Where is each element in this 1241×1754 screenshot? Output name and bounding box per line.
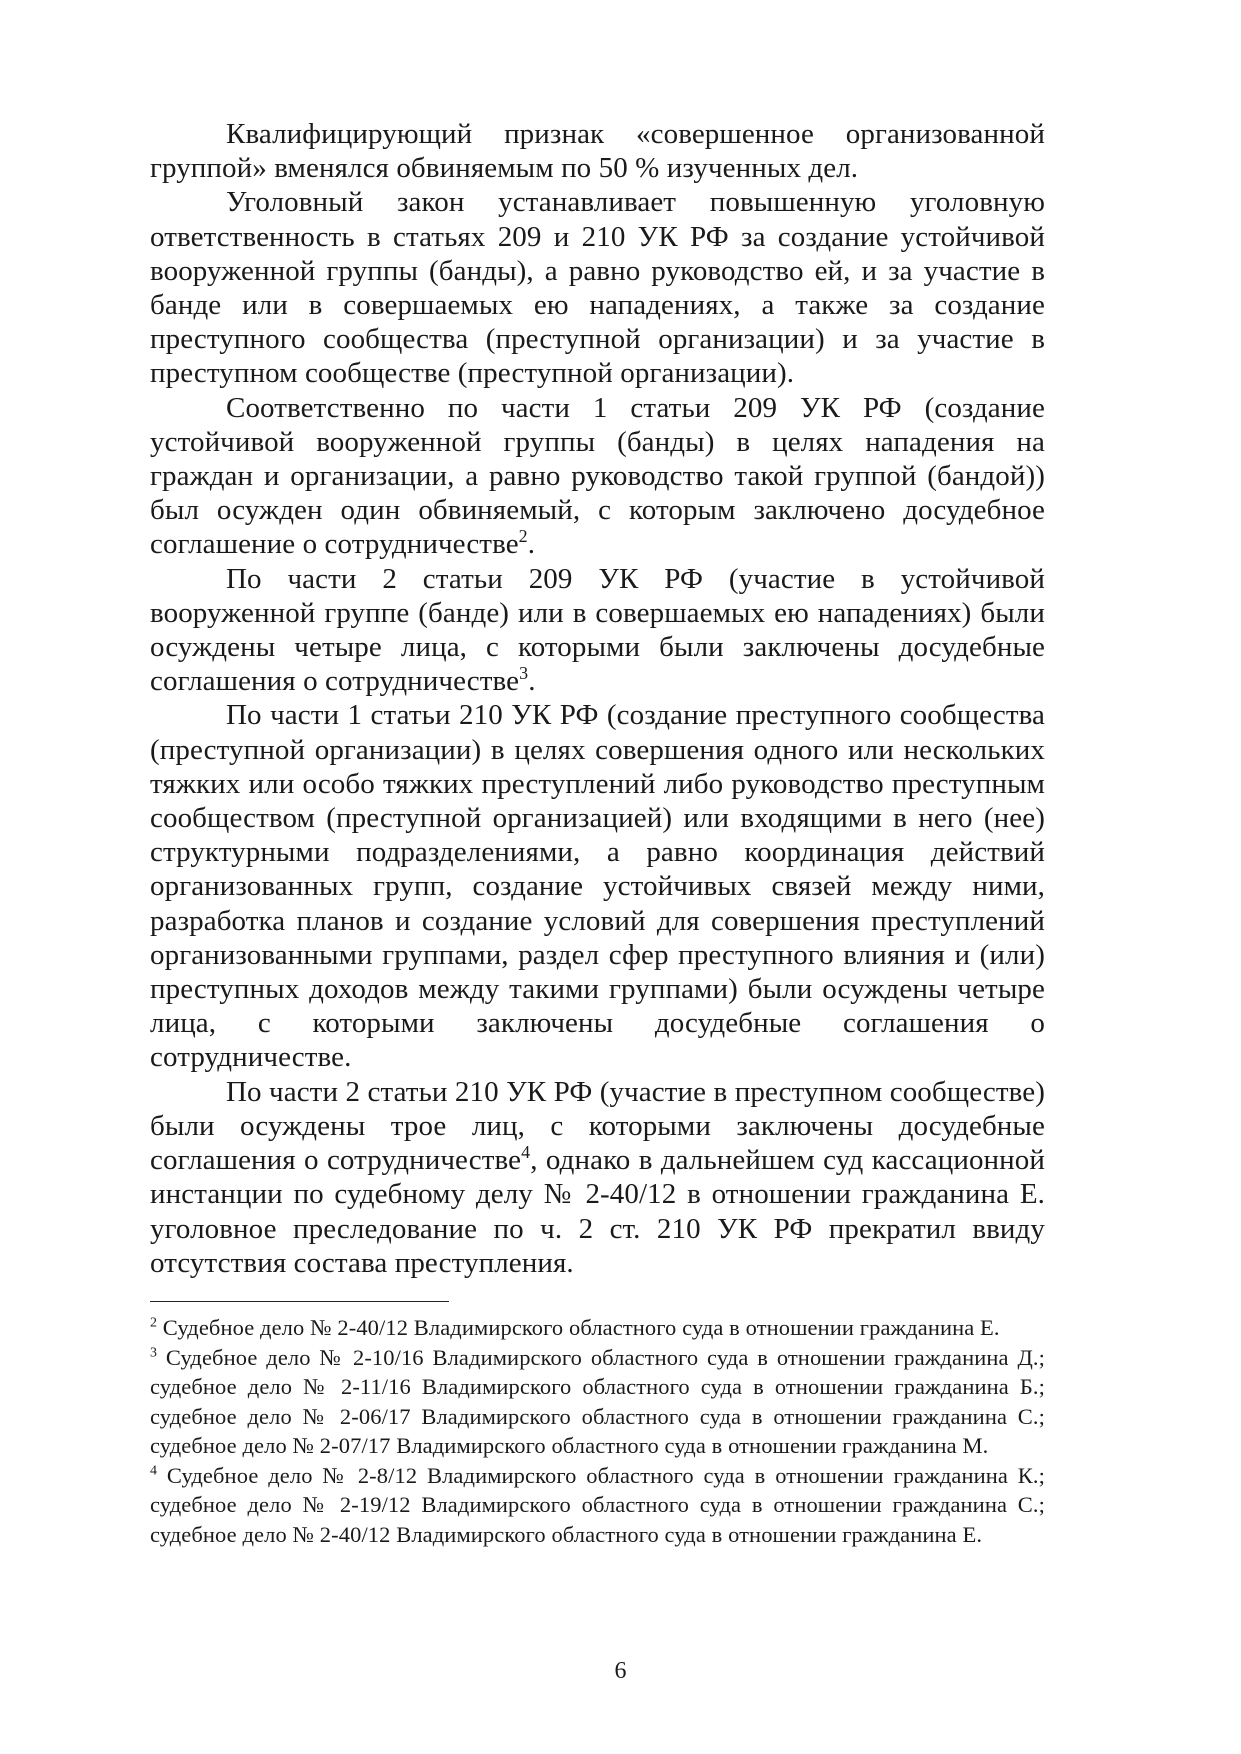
footnote-separator (150, 1301, 449, 1302)
footnote-3: $^3$ Судебное дело № 2-10/16 Владимирского областного суда в отношении гражданина Д.; судебное дело № 2-11/16 Владимирского областного суда в отношении гражданина Б.; судебное дело № 2-06/17 Владимирского областного суда в отношении гражданина С.; судебное дело № 2-07/17 Владимирского областного суда в отношении гражданина М. (150, 1344, 1045, 1458)
footnote-ref-2: 2 (518, 526, 528, 547)
page-number: 6 (614, 1658, 627, 1684)
footnote-ref-4: 4 (521, 1141, 531, 1162)
paragraph-art-209-part-2: По части 2 статьи 209 УК РФ (участие в устойчивой вооруженной группе (банде) или в совершаемых ею нападениях) были осуждены четыре лица, с которыми были заключены досудебные соглашения о сотрудничестве$^3$. (150, 562, 1045, 698)
footnote-ref-3: 3 (519, 663, 529, 684)
footnote-number: 2 (150, 1315, 158, 1331)
paragraph-art-209-part-1: Соответственно по части 1 статьи 209 УК РФ (создание устойчивой вооруженной группы (банды) в целях нападения на граждан и организации, а равно руководство такой группой (бандой)) был осужден один обвиняемый, с которым заключено досудебное соглашение о сотрудничестве$^2$. (150, 391, 1045, 561)
footnote-4: $^4$ Судебное дело № 2-8/12 Владимирского областного суда в отношении гражданина К.; судебное дело № 2-19/12 Владимирского областного суда в отношении гражданина С.; судебное дело № 2-40/12 Владимирского областного суда в отношении гражданина Е. (150, 1462, 1045, 1547)
paragraph-art-210-part-2: По части 2 статьи 210 УК РФ (участие в преступном сообществе) были осуждены трое лиц, с которыми заключены досудебные соглашения о сотрудничестве$^4$, однако в дальнейшем суд кассационной инстанции по судебному делу № 2-40/12 в отношении гражданина Е. уголовное преследование по ч. 2 ст. 210 УК РФ прекратил ввиду отсутствия состава преступления. (150, 1075, 1046, 1279)
footnotes (150, 1313, 1045, 1549)
paragraph-qualifying-sign: Квалифицирующий признак «совершенное организованной группой» вменялся обвиняемым по 50 % изученных дел. (150, 118, 1045, 185)
footnote-number: 3 (150, 1344, 158, 1360)
paragraph-art-210-part-1: По части 1 статьи 210 УК РФ (создание преступного сообщества (преступной организации) в целях совершения одного или нескольких тяжких или особо тяжких преступлений либо руководство преступным сообществом (преступной организацией) или входящими в него (нее) структурными подразделениями, а равно координация действий организованных групп, создание устойчивых связей между ними, разработка планов и создание условий для совершения преступлений организованными группами, раздел сфер преступного влияния и (или) преступных доходов между такими группами) были осуждены четыре лица, с которыми заключены досудебные соглашения о сотрудничестве. (150, 699, 1045, 1074)
main-text (150, 117, 1045, 1280)
footnote-number: 4 (150, 1462, 158, 1478)
footnote-2: $^2$ Судебное дело № 2-40/12 Владимирского областного суда в отношении гражданина Е. (150, 1315, 1000, 1340)
paragraph-criminal-law: Уголовный закон устанавливает повышенную уголовную ответственность в статьях 209 и 210 УК РФ за создание устойчивой вооруженной группы (банды), а равно руководство ей, и за участие в банде или в совершаемых ею нападениях, а также за создание преступного сообщества (преступной организации) и за участие в преступном сообществе (преступной организации). (150, 186, 1045, 390)
